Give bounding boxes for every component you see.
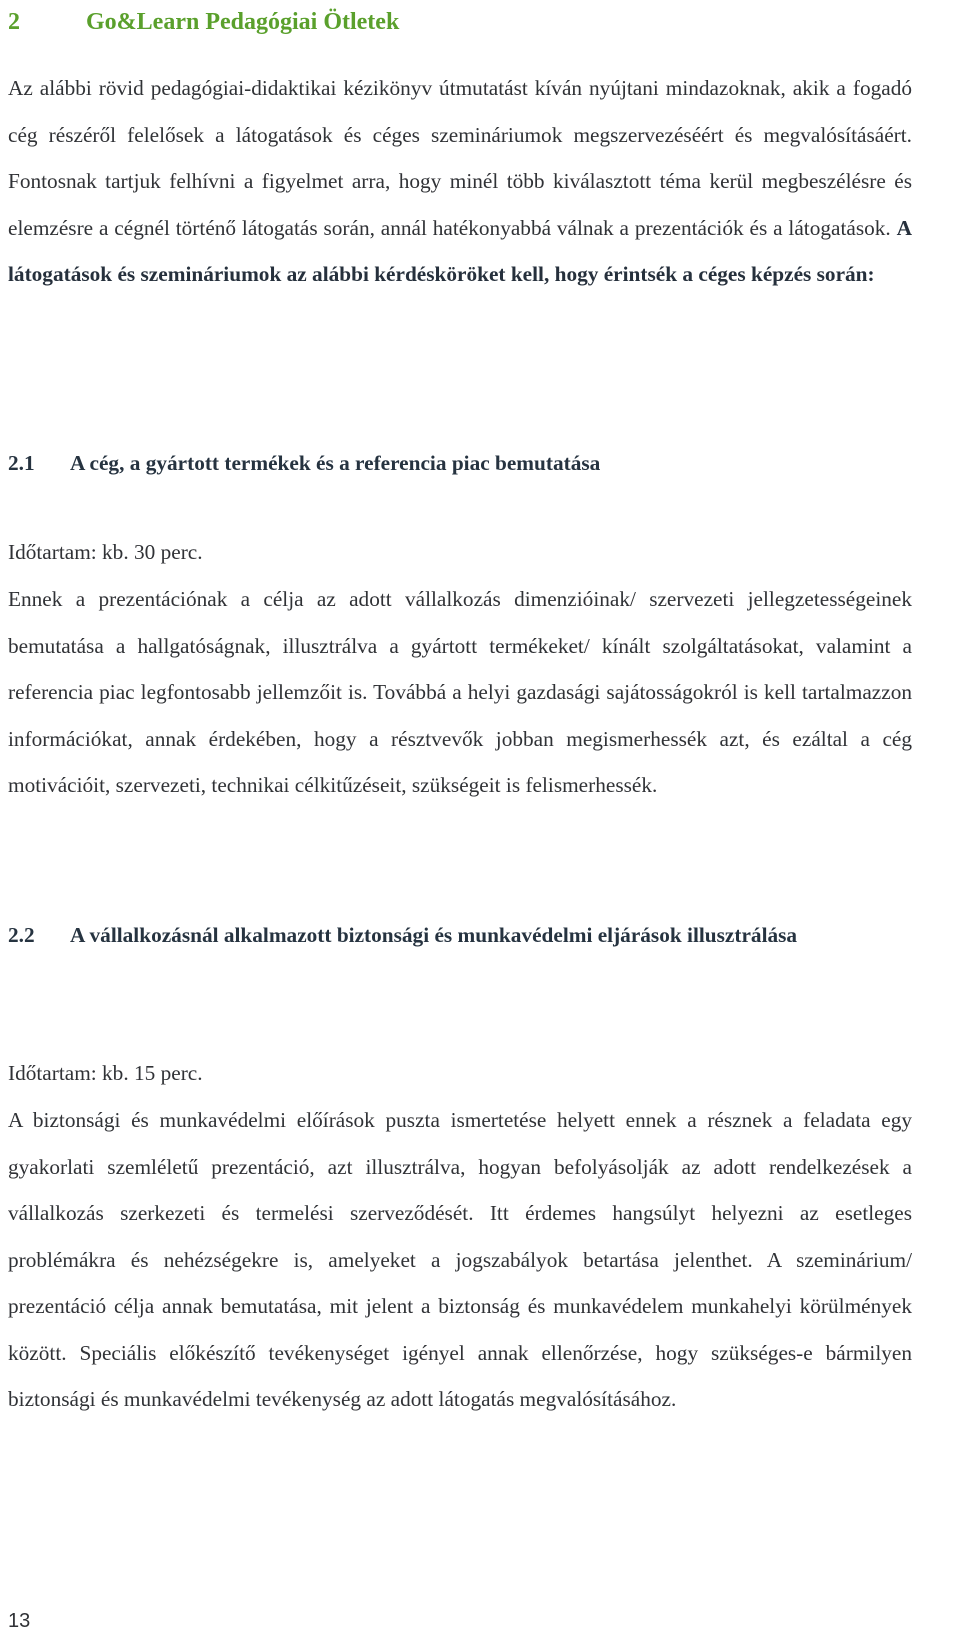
subsection-heading-2-2: [8, 912, 912, 959]
intro-text: Az alábbi rövid pedagógiai-didaktikai kézikönyv útmutatást kíván nyújtani mindazoknak, akik a fogadó cég részéről felelősek a látogatások és céges szemináriumok megszervezéséért és megvalósításáért. Fontosnak tartjuk felhívni a figyelmet arra, hogy minél több kiválasztott téma kerül megbeszélésre és elemzésre a cégnél történő látogatás során, annál hatékonyabbá válnak a prezentációk és a látogatások.: [8, 76, 912, 240]
section-number: 2: [8, 9, 20, 35]
intro-paragraph: [8, 65, 912, 298]
section-heading: [8, 6, 912, 38]
intro-bold-text: A látogatások és szemináriumok az alábbi kérdésköröket kell, hogy érintsék a céges képzés során:: [8, 215, 913, 286]
subsection-title: A vállalkozásnál alkalmazott biztonsági és munkavédelmi eljárások illusztrálása: [70, 923, 798, 947]
duration-label: Időtartam: kb. 30 perc.: [8, 540, 203, 564]
subsection-title: A cég, a gyártott termékek és a referencia piac bemutatása: [70, 451, 601, 475]
subsection-heading-2-1: [8, 440, 912, 487]
subsection-number: 2.1: [8, 451, 35, 475]
section-title: Go&Learn Pedagógiai Ötletek: [86, 9, 400, 35]
page-number: 13: [8, 1610, 31, 1632]
subsection-paragraph: A biztonsági és munkavédelmi előírások puszta ismertetése helyett ennek a résznek a feladata egy gyakorlati szemléletű prezentáció, azt illusztrálva, hogyan befolyásolják az adott rendelkezések a vállalkozás szerkezeti és termelési szerveződését. Itt érdemes hangsúlyt helyezni az esetleges problémákra és nehézségekre is, amelyeket a jogszabályok betartása jelenthet. A szeminárium/ prezentáció célja annak bemutatása, mit jelent a biztonság és munkavédelem munkahelyi körülmények között. Speciális előkészítő tevékenységet igényel annak ellenőrzése, hogy szükséges-e bármilyen biztonsági és munkavédelmi tevékenység az adott látogatás megvalósításához.: [8, 1108, 912, 1411]
duration-label: Időtartam: kb. 15 perc.: [8, 1061, 203, 1085]
subsection-paragraph: Ennek a prezentációnak a célja az adott vállalkozás dimenzióinak/ szervezeti jellegzetességeinek bemutatása a hallgatóságnak, illusztrálva a gyártott termékeket/ kínált szolgáltatásokat, valamint a referencia piac legfontosabb jellemzőit is. Továbbá a helyi gazdasági sajátosságokról is kell tartalmazzon információkat, annak érdekében, hogy a résztvevők jobban megismerhessék azt, és ezáltal a cég motivációit, szervezeti, technikai célkitűzéseit, szükségeit is felismerhessék.: [8, 587, 912, 797]
subsection-number: 2.2: [8, 923, 35, 947]
